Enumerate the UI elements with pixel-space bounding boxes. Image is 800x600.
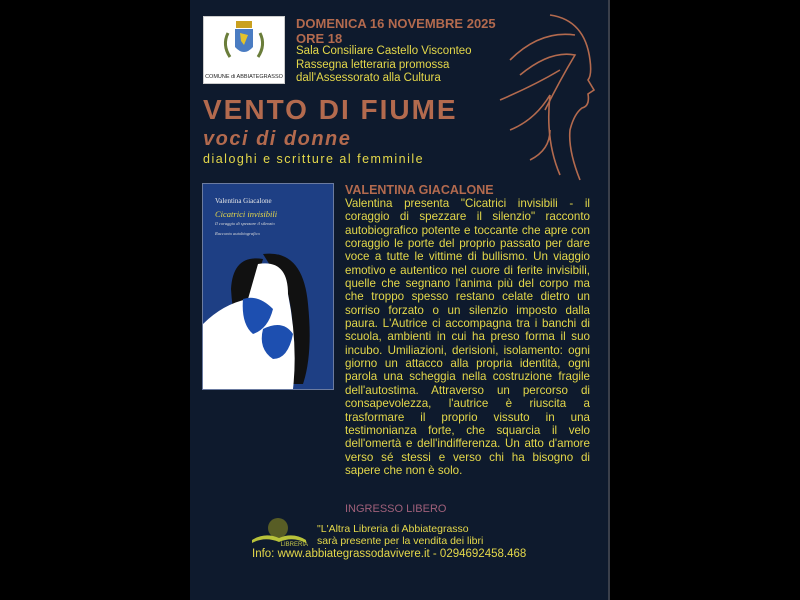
event-description: Valentina presenta "Cicatrici invisibili - il coraggio di spezzare il silenzio" racconto autobiografico potente e toccante che apre con coraggio le porte del proprio passato per dare voce a tutte le vittime di bullismo. Un viaggio emotivo e autentico nel cuore di ferite invisibili, quelle che segnano l'anima più del corpo ma che troppo spesso restano celate dietro un sorriso forzato o un silenzio imposto dalla paura. L'Autrice ci accompagna tra i banchi di scuola, ambienti in cui ha preso forma il suo incubo. Umiliazioni, derisioni, isolamento: ogni giorno un attacco alla propria identità, ogni parola una scheggia nella costruzione fragile dell'autostima. Attraverso un percorso di consapevolezza, l'autrice è riuscita a trasformare il proprio vissuto in una testimonianza forte, che squarcia il velo dell'omertà e dell'indifferenza. Un atto d'amore verso sé stessi e verso chi ha bisogno di sapere che non è solo.: [345, 197, 590, 477]
series-tagline: dialoghi e scritture al femminile: [203, 152, 425, 166]
woman-profile-illustration: [490, 10, 600, 190]
author-heading: VALENTINA GIACALONE: [345, 183, 494, 197]
event-time: ORE 18: [296, 31, 343, 46]
book-genre: Racconto autobiografico: [215, 231, 260, 236]
bookshop-logo: [250, 518, 308, 546]
event-venue: [296, 45, 472, 86]
bookshop-line-2: sarà presente per la vendita dei libri: [317, 535, 484, 547]
bookshop-logo-text: LIBRERIA: [280, 542, 308, 548]
event-datetime: [296, 16, 496, 46]
coat-of-arms-icon: [204, 17, 284, 73]
free-entry-label: INGRESSO LIBERO: [345, 503, 447, 515]
promo-line-1: Rassegna letteraria promossa: [296, 58, 450, 71]
contact-info: Info: www.abbiategrassodavivere.it - 0294692458.468: [252, 548, 527, 560]
municipality-logo: [203, 16, 285, 84]
venue-text: Sala Consiliare Castello Visconteo: [296, 45, 472, 57]
logo-caption: COMUNE di ABBIATEGRASSO: [205, 74, 283, 80]
series-subtitle: voci di donne: [203, 128, 352, 150]
book-title: Cicatrici invisibili: [215, 209, 278, 219]
book-author: Valentina Giacalone: [215, 197, 272, 205]
event-date: DOMENICA 16 NOVEMBRE 2025: [296, 16, 496, 31]
bookshop-note: [317, 523, 483, 547]
book-cover: [202, 183, 334, 390]
book-subtitle: Il coraggio di spezzare il silenzio: [215, 221, 275, 226]
book-cover-illustration: [203, 234, 333, 389]
event-poster: [190, 0, 610, 600]
promo-line-2: dall'Assessorato alla Cultura: [296, 72, 441, 84]
bookshop-line-1: "L'Altra Libreria di Abbiategrasso: [317, 523, 469, 535]
series-title: VENTO DI FIUME: [203, 94, 458, 125]
